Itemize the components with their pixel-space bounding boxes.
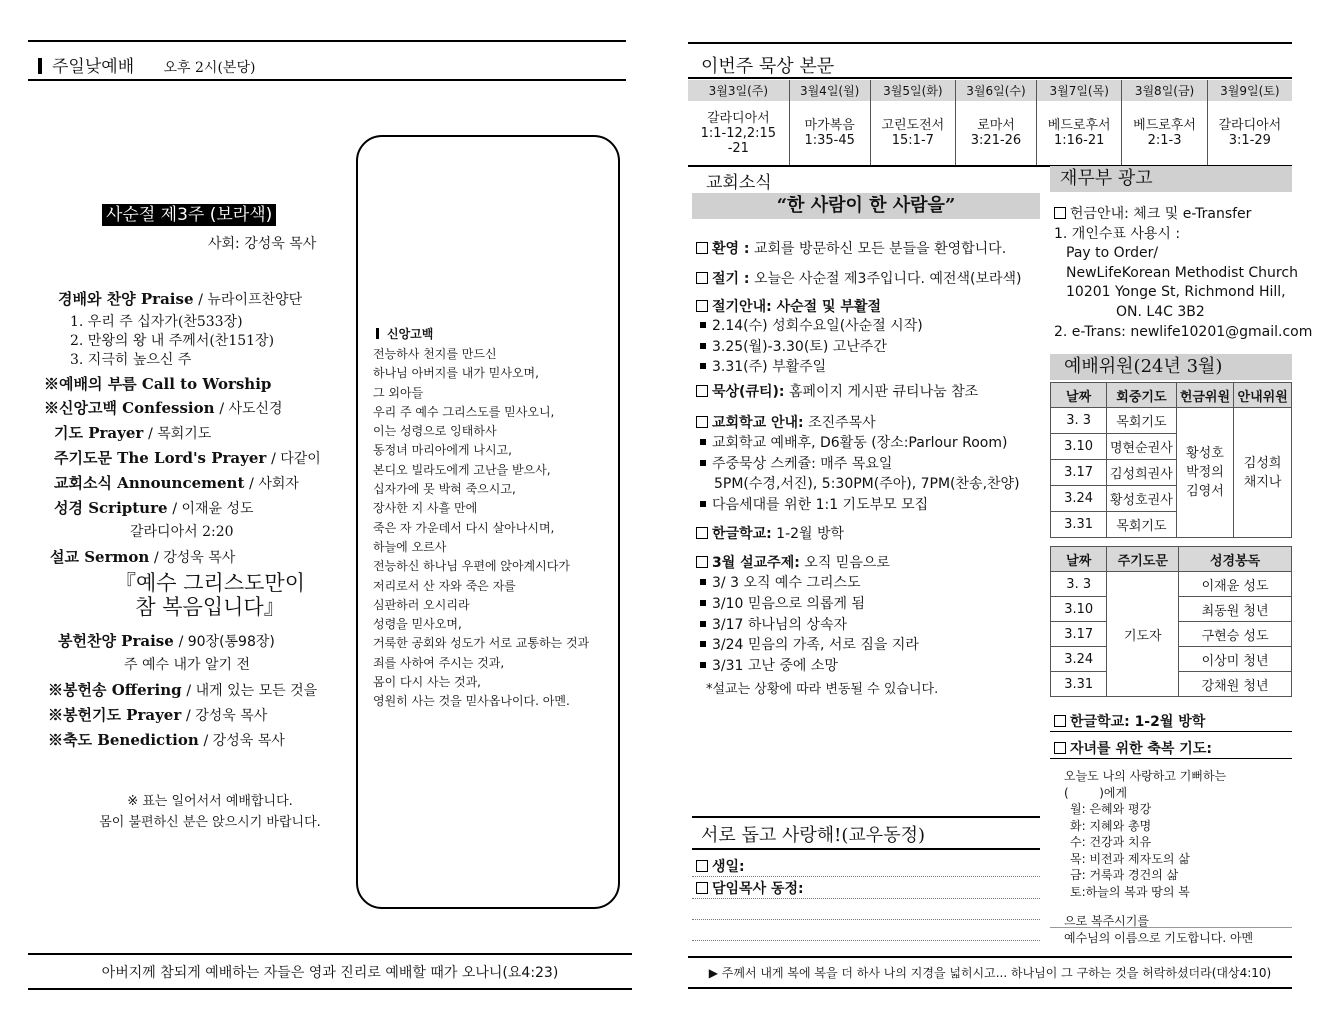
- finance-text: 1. 개인수표 사용시 :: [1054, 225, 1181, 242]
- order-item-label: 교회소식 Announcement: [54, 474, 245, 492]
- meditation-passage: [688, 101, 789, 166]
- order-item-detail: / 내게 있는 모든 것을: [186, 683, 318, 699]
- bullet-text: 3/10 믿음으로 의롭게 됨: [712, 595, 865, 612]
- bullet-icon: [700, 662, 706, 668]
- creed-line: 전능하신 하나님 우편에 앉아계시다가: [373, 559, 570, 574]
- guide-items: [700, 316, 923, 378]
- child-prayer-line: 월: 은혜와 평강: [1070, 802, 1152, 816]
- bullet-icon: [700, 501, 706, 507]
- order-item-detail: / 강성욱 목사: [203, 733, 285, 749]
- right-footer-verse: ▶ 주께서 내게 복에 복을 더 하사 나의 지경을 넓히시고... 하나님이 그 구하는 것을 허락하셨더라(대상4:10): [708, 966, 1272, 980]
- checkbox-icon: [696, 242, 708, 254]
- creed-line: 거룩한 공회와 성도가 서로 교통하는 것과: [373, 636, 590, 651]
- welcome-text: 교회를 방문하신 모든 분들을 환영합니다.: [753, 241, 1007, 257]
- meditation-passage-line: 3:1-29: [1228, 133, 1271, 148]
- bullet-text: 3.31(주) 부활주일: [712, 359, 827, 375]
- bullet-text: 5PM(수경,서진), 5:30PM(주아), 7PM(찬송,찬양): [714, 476, 1020, 492]
- order-item-label: 기도 Prayer: [54, 424, 144, 442]
- meditation-passage-line: 3:21-26: [970, 133, 1022, 148]
- meditation-passage-line: 15:1-7: [891, 133, 934, 148]
- left-footer-verse: 아버지께 참되게 예배하는 자들은 영과 진리로 예배할 때가 오나니(요4:23): [101, 965, 559, 981]
- creed-line: 우리 주 예수 그리스도를 믿사오니,: [373, 404, 555, 419]
- finance-line: [1054, 303, 1312, 323]
- date-cell: 3.17: [1051, 460, 1107, 486]
- creed-line: 이는 성령으로 잉태하사: [373, 424, 497, 439]
- school-items: [700, 433, 1020, 515]
- date-cell: 3.24: [1051, 647, 1107, 672]
- order-item-detail: / 다같이: [271, 451, 321, 467]
- bullet-item: [700, 573, 919, 594]
- order-item: [44, 373, 271, 394]
- order-item: [54, 497, 254, 518]
- child-prayer-line: 오늘도 나의 사랑하고 기뻐하는: [1064, 769, 1227, 783]
- meditation-day: 3월5일(화): [870, 80, 955, 101]
- child-prayer-end-1: 으로 복주시기를: [1064, 914, 1149, 928]
- bullet-text: 다음세대를 위한 1:1 기도부모 모집: [712, 496, 929, 513]
- order-item: [58, 630, 275, 651]
- season-badge: 사순절 제3주 (보라색): [102, 204, 276, 226]
- fellowship-title: 서로 돕고 사랑해!(교우동정): [701, 825, 925, 846]
- news-sermon: [696, 552, 890, 572]
- bullet-text: 교회학교 예배후, D6활동 (장소:Parlour Room): [712, 435, 1008, 451]
- order-item-detail: / 목회기도: [148, 426, 212, 442]
- sermon-label: 3월 설교주제:: [712, 555, 800, 571]
- checkbox-icon: [696, 416, 708, 428]
- sermon-items: [700, 573, 919, 677]
- order-item-label: ※봉헌송 Offering: [48, 681, 182, 699]
- meditation-day: 3월7일(목): [1037, 80, 1122, 101]
- creed-line: 전능하사 천지를 만드신: [373, 347, 497, 361]
- birthday-label: 생일:: [712, 859, 745, 875]
- offering-cell: 황성호 박정의 김영서: [1176, 408, 1234, 538]
- creed-text: [373, 345, 589, 712]
- fellowship-birthday: [696, 856, 745, 876]
- order-item-label: 갈라디아서 2:20: [130, 524, 234, 540]
- finance-text: 2. e-Trans: newlife10201@gmail.com: [1054, 323, 1313, 340]
- finance-text: 헌금안내: 체크 및 e-Transfer: [1070, 206, 1252, 222]
- school-label: 교회학교 안내:: [712, 415, 804, 431]
- prayer-cell: 명현순권사: [1107, 434, 1176, 460]
- date-cell: 3. 3: [1051, 408, 1107, 434]
- worship-header: [38, 52, 255, 77]
- prayer-header-cell: 날짜: [1051, 547, 1107, 572]
- creed-line: 십자가에 못 박혀 죽으시고,: [373, 482, 516, 497]
- welcome-label: 환영 :: [712, 241, 750, 257]
- prayer-header-cell: 주기도문: [1107, 547, 1179, 572]
- creed-line: 심판하러 오시리라: [373, 597, 470, 612]
- bullet-text: 주중묵상 스케쥴: 매주 목요일: [712, 455, 893, 472]
- bullet-text: 3/ 3 오직 예수 그리스도: [712, 575, 861, 591]
- worship-header-cell: 회중기도: [1107, 383, 1176, 408]
- meditation-passage-line: 갈라디아서: [706, 110, 770, 126]
- finance-info: [1054, 205, 1312, 342]
- order-item-label: ※봉헌기도 Prayer: [48, 706, 182, 724]
- bullet-text: 3.25(월)-3.30(토) 고난주간: [712, 338, 887, 355]
- finance-line: [1054, 244, 1312, 264]
- korean-label: 한글학교:: [712, 526, 772, 542]
- worship-time: 오후 2시(본당): [163, 60, 256, 76]
- creed-line: 하늘에 오르사: [373, 539, 447, 554]
- date-cell: 3.31: [1051, 672, 1107, 697]
- prayer-cell: 김성희권사: [1107, 460, 1176, 486]
- korean-school-text: 한글학교: 1-2월 방학: [1070, 714, 1206, 730]
- bullet-item: [700, 635, 919, 656]
- news-guide: [696, 296, 881, 316]
- order-item-label: 2. 만왕의 왕 내 주께서(찬151장): [70, 333, 275, 349]
- order-item-detail: / 사도신경: [219, 401, 283, 417]
- bullet-icon: [700, 363, 706, 369]
- meditation-passage-line: 베드로후서: [1133, 118, 1196, 133]
- order-item: [54, 447, 321, 468]
- bullet-icon: [700, 460, 706, 466]
- bullet-item: [700, 656, 919, 677]
- worship-header-cell: 날짜: [1051, 383, 1107, 408]
- note-line-1: ※ 표는 일어서서 예배합니다.: [127, 794, 293, 809]
- meditation-passage: [1037, 101, 1122, 166]
- child-prayer-title: 자녀를 위한 축복 기도:: [1070, 741, 1212, 757]
- order-item-detail: / 강성욱 목사: [186, 708, 268, 724]
- creed-title: 신앙고백: [387, 327, 434, 341]
- meditation-passage: [956, 101, 1037, 166]
- news-korean: [696, 523, 844, 543]
- prayer-cell: 황성호권사: [1107, 486, 1176, 512]
- meditation-passage-line: 1:35-45: [804, 133, 855, 148]
- order-item: [70, 330, 274, 350]
- order-item: [70, 349, 191, 369]
- checkbox-icon: [1054, 715, 1066, 727]
- finance-line: [1054, 283, 1312, 303]
- checkbox-icon: [696, 385, 708, 397]
- news-school: [696, 412, 876, 432]
- prayer-cell: 목회기도: [1107, 408, 1176, 434]
- bullet-item: [700, 357, 923, 378]
- creed-line: 동정녀 마리아에게 나시고,: [373, 443, 512, 458]
- date-cell: 3.31: [1051, 512, 1107, 538]
- worship-committee-table: [1050, 382, 1292, 538]
- meditation-passage: [789, 101, 870, 166]
- bullet-icon: [700, 600, 706, 606]
- bullet-text: 3/31 고난 중에 소망: [712, 658, 838, 675]
- meditation-passage-line: 갈라디아서: [1218, 118, 1282, 133]
- order-item-label: ※예배의 부름 Call to Worship: [44, 375, 272, 393]
- order-item: [48, 679, 317, 700]
- reader-cell: 구현승 성도: [1179, 622, 1292, 647]
- creed-line: 장사한 지 사흘 만에: [373, 501, 478, 516]
- date-cell: 3.10: [1051, 434, 1107, 460]
- meditation-passage: [1122, 101, 1207, 166]
- reader-cell: 이상미 청년: [1179, 647, 1292, 672]
- bullet-icon: [700, 439, 706, 445]
- creed-line: 본디오 빌라도에게 고난을 받으사,: [373, 462, 551, 477]
- guide-label: 절기안내: 사순절 및 부활절: [712, 299, 881, 315]
- order-item: [70, 311, 243, 331]
- table-row: [1051, 572, 1292, 597]
- order-item: [124, 654, 250, 674]
- meditation-passage: [870, 101, 955, 166]
- header-bar-icon: [38, 58, 42, 74]
- bullet-icon: [700, 621, 706, 627]
- reader-cell: 강채원 청년: [1179, 672, 1292, 697]
- child-prayer-line: 화: 지혜와 총명: [1070, 818, 1152, 833]
- checkbox-icon: [696, 300, 708, 312]
- bullet-icon: [700, 343, 706, 349]
- meditation-passage-line: 1:16-21: [1053, 133, 1105, 148]
- finance-text: NewLifeKorean Methodist Church: [1066, 264, 1298, 281]
- presider: 사회: 강성욱 목사: [208, 236, 317, 252]
- finance-text: 10201 Yonge St, Richmond Hill,: [1066, 284, 1286, 301]
- bullet-item: [700, 615, 919, 636]
- news-qt: [696, 381, 978, 401]
- bullet-item: [700, 433, 1020, 454]
- order-item-label: 봉헌찬양 Praise: [58, 632, 174, 650]
- checkbox-icon: [696, 860, 708, 872]
- worship-title: 주일낮예배: [52, 57, 135, 77]
- note-line-2: 몸이 불편하신 분은 앉으시기 바랍니다.: [99, 815, 321, 830]
- meditation-day: 3월3일(주): [688, 80, 789, 101]
- creed-line: 영원히 사는 것을 믿사옵나이다. 아멘.: [373, 694, 570, 709]
- child-prayer-text: [1064, 768, 1226, 900]
- finance-text: ON. L4C 3B2: [1116, 303, 1205, 320]
- meditation-passage-line: 2:1-3: [1147, 133, 1182, 148]
- korean-school-note: [1054, 711, 1205, 731]
- finance-line: [1054, 205, 1312, 225]
- news-title: 교회소식: [706, 173, 772, 193]
- checkbox-icon: [696, 272, 708, 284]
- order-item-label: 설교 Sermon: [50, 548, 150, 566]
- order-item-label: 경배와 찬양 Praise: [58, 290, 194, 308]
- meditation-title: 이번주 묵상 본문: [701, 56, 835, 77]
- checkbox-icon: [696, 882, 708, 894]
- korean-text: 1-2월 방학: [776, 526, 845, 542]
- meditation-passage: [1207, 101, 1292, 166]
- finance-line: [1054, 264, 1312, 284]
- bullet-text: 3/17 하나님의 상속자: [712, 616, 848, 633]
- order-item-label: 성경 Scripture: [54, 499, 168, 517]
- fellowship-pastor: [696, 878, 804, 898]
- child-prayer-line: ( )에게: [1064, 785, 1128, 800]
- order-item-label: 3. 지극히 높으신 주: [70, 352, 192, 368]
- reader-cell: 최동원 청년: [1179, 597, 1292, 622]
- meditation-table: [688, 80, 1292, 167]
- order-item-label: ※축도 Benediction: [48, 731, 199, 749]
- bullet-icon: [700, 641, 706, 647]
- checkbox-icon: [1054, 742, 1066, 754]
- qt-text: 홈페이지 게시판 큐티나눔 참조: [788, 384, 979, 400]
- checkbox-icon: [696, 556, 708, 568]
- finance-title: 재무부 광고: [1050, 166, 1292, 192]
- news-welcome: [696, 238, 1006, 258]
- order-item: [58, 288, 302, 309]
- school-text: 조진주목사: [808, 415, 876, 431]
- creed-line: 죽은 자 가운데서 다시 살아나시며,: [373, 520, 555, 535]
- meditation-passage-line: 고린도전서: [881, 118, 945, 133]
- order-item-detail: / 뉴라이프찬양단: [198, 292, 303, 308]
- news-banner: “한 사람이 한 사람을”: [692, 193, 1040, 219]
- order-item-detail: / 90장(통98장): [178, 634, 275, 650]
- creed-line: 그 외아들: [373, 385, 424, 400]
- meditation-passage-line: 베드로후서: [1047, 118, 1111, 133]
- meditation-day: 3월4일(월): [789, 80, 870, 101]
- order-item: [50, 546, 235, 567]
- creed-line: 성령을 믿사오며,: [373, 617, 462, 632]
- prayer-header-cell: 성경봉독: [1179, 547, 1292, 572]
- bullet-icon: [700, 579, 706, 585]
- bullet-item: [700, 337, 923, 358]
- news-season: [696, 268, 1022, 288]
- child-prayer-end-2: 예수님의 이름으로 기도합니다. 아멘: [1064, 931, 1254, 945]
- order-item-detail: / 사회자: [249, 476, 299, 492]
- order-item: [54, 422, 211, 443]
- creed-line: 죄를 사하여 주시는 것과,: [373, 655, 505, 670]
- order-item: [48, 704, 267, 725]
- child-prayer-line: 토:하늘의 복과 땅의 복: [1070, 884, 1190, 899]
- reader-cell: 이재윤 성도: [1179, 572, 1292, 597]
- child-prayer-line: 목: 비전과 제자도의 삶: [1070, 851, 1190, 866]
- meditation-day: 3월6일(수): [956, 80, 1037, 101]
- prayer-cell: 목회기도: [1107, 512, 1176, 538]
- qt-label: 묵상(큐티):: [712, 384, 785, 400]
- order-item: [44, 397, 283, 418]
- order-item-label: 주기도문 The Lord's Prayer: [54, 449, 267, 467]
- date-cell: 3. 3: [1051, 572, 1107, 597]
- prayer-table: [1050, 546, 1292, 697]
- finance-text: Pay to Order/: [1066, 245, 1159, 262]
- sermon-text: 오직 믿음으로: [804, 555, 890, 571]
- creed-bar-icon: [376, 328, 379, 339]
- creed-line: 저리로서 산 자와 죽은 자를: [373, 578, 516, 593]
- season-label: 절기 :: [712, 271, 750, 287]
- finance-line: [1054, 323, 1312, 343]
- order-item-label: 주 예수 내가 알기 전: [124, 657, 250, 673]
- child-prayer-heading: [1054, 738, 1212, 758]
- child-prayer-line: 수: 건강과 치유: [1070, 835, 1152, 849]
- meditation-day: 3월8일(금): [1122, 80, 1207, 101]
- meditation-passage-line: 1:1-12,2:15: [700, 125, 777, 141]
- finance-line: [1054, 225, 1312, 245]
- table-row: [1051, 408, 1292, 434]
- bullet-item: [700, 594, 919, 615]
- order-item: [54, 472, 299, 493]
- bullet-item: [700, 495, 1020, 516]
- order-item-detail: / 이재윤 성도: [172, 501, 254, 517]
- order-item: [130, 521, 234, 541]
- order-item-detail: / 강성욱 목사: [154, 550, 236, 566]
- checkbox-icon: [1054, 207, 1066, 219]
- bullet-item: [700, 316, 923, 337]
- date-cell: 3.17: [1051, 622, 1107, 647]
- bullet-item: [700, 454, 1020, 475]
- worship-header-cell: 안내위원: [1234, 383, 1292, 408]
- meditation-passage-line: 로마서: [977, 118, 1015, 133]
- worship-header-cell: 헌금위원: [1176, 383, 1234, 408]
- bullet-text: 3/24 믿음의 가족, 서로 짐을 지라: [712, 637, 919, 654]
- checkbox-icon: [696, 527, 708, 539]
- worship-committee-title: 예배위원(24년 3월): [1050, 354, 1292, 380]
- bullet-text: 2.14(수) 성회수요일(사순절 시작): [712, 318, 923, 334]
- meditation-passage-line: -21: [727, 140, 749, 156]
- sermon-title: [110, 571, 310, 619]
- date-cell: 3.24: [1051, 486, 1107, 512]
- creed-heading: [376, 325, 433, 342]
- child-prayer-line: 금: 거룩과 경건의 삶: [1070, 868, 1179, 882]
- creed-line: 몸이 다시 사는 것과,: [373, 675, 481, 690]
- usher-cell: 김성희 채지나: [1234, 408, 1292, 538]
- bullet-icon: [700, 322, 706, 328]
- pastor-label: 담임목사 동정:: [712, 881, 804, 897]
- meditation-passage-line: 마가복음: [804, 118, 855, 133]
- season-text: 오늘은 사순절 제3주입니다. 예전색(보라색): [753, 271, 1022, 287]
- sermon-note: *설교는 상황에 따라 변동될 수 있습니다.: [706, 682, 939, 697]
- worship-note: [60, 791, 360, 833]
- lords-prayer-cell: 기도자: [1107, 572, 1179, 697]
- order-item: [48, 729, 285, 750]
- date-cell: 3.10: [1051, 597, 1107, 622]
- order-item-label: ※신앙고백 Confession: [44, 399, 215, 417]
- sermon-title-line-1: 『예수 그리스도만이: [115, 571, 305, 595]
- order-item-label: 1. 우리 주 십자가(찬533장): [70, 314, 243, 330]
- meditation-day: 3월9일(토): [1207, 80, 1292, 101]
- creed-line: 하나님 아버지를 내가 믿사오며,: [373, 366, 539, 381]
- sermon-title-line-2: 참 복음입니다』: [135, 595, 285, 619]
- bullet-item: [700, 474, 1020, 495]
